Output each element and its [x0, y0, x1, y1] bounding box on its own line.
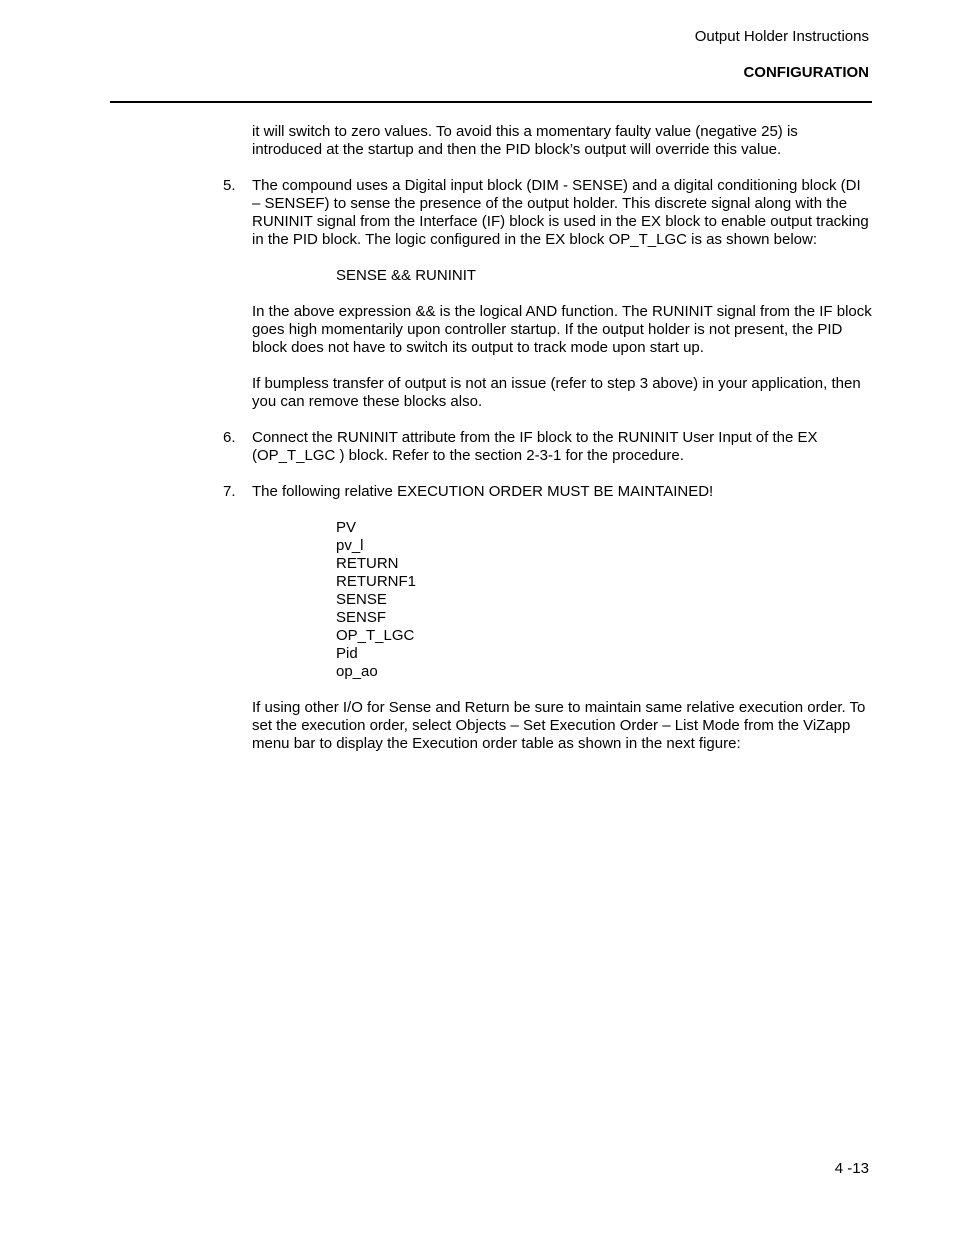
- step-7: [223, 483, 872, 501]
- execution-order-item: op_ao: [336, 663, 378, 680]
- step-7-number: 7.: [223, 483, 236, 500]
- execution-order-item: RETURN: [336, 555, 399, 572]
- page-number: 4 -13: [834, 1160, 869, 1177]
- execution-order-item: SENSF: [336, 609, 387, 626]
- main-content: [223, 123, 872, 771]
- bumpless-note: If bumpless transfer of output is not an issue (refer to step 3 above) in your application, then you can remove these blocks also.: [252, 375, 861, 410]
- step-6-text: Connect the RUNINIT attribute from the IF block to the RUNINIT User Input of the EX (OP_T_LGC ) block. Refer to the section 2-3-1 for the procedure.: [252, 429, 818, 464]
- step-6-number: 6.: [223, 429, 236, 446]
- header-section: CONFIGURATION: [743, 64, 869, 81]
- header-rule: [110, 101, 872, 103]
- logic-expression: SENSE && RUNINIT: [336, 267, 477, 284]
- execution-order-item: RETURNF1: [336, 573, 417, 590]
- execution-order-item: SENSE: [336, 591, 387, 608]
- execution-order-item: PV: [336, 519, 357, 536]
- execution-order-list: [252, 519, 872, 681]
- header-title: Output Holder Instructions: [694, 28, 869, 45]
- execution-order-followup: If using other I/O for Sense and Return be sure to maintain same relative execution order. To set the execution order, select Objects – Set Execution Order – List Mode from the ViZapp menu bar to display the Execution order table as shown in the next figure:: [252, 699, 866, 752]
- step-5-number: 5.: [223, 177, 236, 194]
- step-7-text: The following relative EXECUTION ORDER MUST BE MAINTAINED!: [252, 483, 714, 500]
- step-6: [223, 429, 872, 465]
- execution-order-item: OP_T_LGC: [336, 627, 415, 644]
- step-5: [223, 177, 872, 249]
- expression-explanation: In the above expression && is the logical AND function. The RUNINIT signal from the IF block goes high momentarily upon controller startup. If the output holder is not present, the PID block does not have to switch its output to track mode upon start up.: [252, 303, 872, 356]
- step-5-text: The compound uses a Digital input block (DIM - SENSE) and a digital conditioning block (DI – SENSEF) to sense the presence of the output holder. This discrete signal along with the RUNINIT signal from the Interface (IF) block is used in the EX block to enable output tracking in the PID block. The logic configured in the EX block OP_T_LGC is as shown below:: [252, 177, 869, 248]
- continuation-paragraph: it will switch to zero values. To avoid this a momentary faulty value (negative 25) is introduced at the startup and then the PID block’s output will override this value.: [252, 123, 798, 158]
- execution-order-item: pv_l: [336, 537, 364, 554]
- execution-order-item: Pid: [336, 645, 358, 662]
